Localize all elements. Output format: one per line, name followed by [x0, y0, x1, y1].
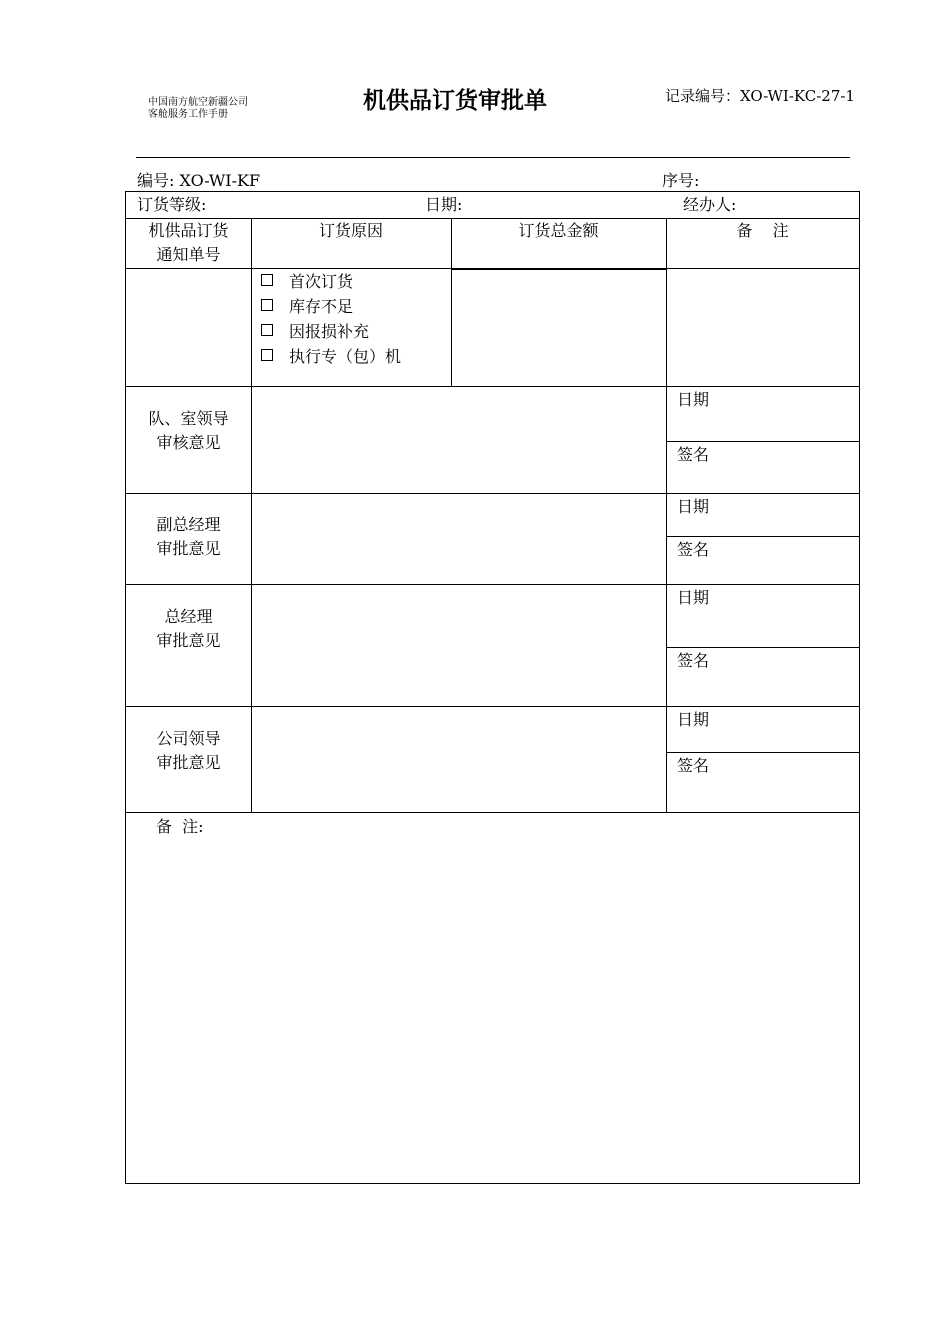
row-divider [126, 706, 859, 707]
approval-sign-label: 签名 [677, 756, 710, 775]
approval-date-label: 日期 [677, 390, 710, 409]
reason-option-label: 执行专（包）机 [289, 347, 402, 366]
col-divider [251, 218, 252, 812]
handler-label: 经办人: [683, 195, 737, 214]
reason-option[interactable] [261, 320, 369, 344]
reason-option-label: 首次订货 [289, 272, 354, 291]
checkbox[interactable] [261, 274, 273, 286]
approval-label-line-1: 总经理 [164, 607, 213, 626]
date-label: 日期: [425, 195, 463, 214]
checkbox[interactable] [261, 299, 273, 311]
approval-label-line-2: 审批意见 [156, 631, 221, 650]
approval-row-label [126, 407, 251, 455]
approval-row-label [126, 605, 251, 653]
notice-number-header-line-2: 通知单号 [156, 245, 221, 264]
header-divider [136, 157, 850, 158]
approval-date-label: 日期 [677, 710, 710, 729]
company-line-1: 中国南方航空新疆公司 [148, 97, 248, 108]
col-divider [666, 218, 667, 812]
serial-number: 编号: XO-WI-KF [137, 171, 261, 190]
approval-row-label [126, 513, 251, 561]
notice-number-header-line-1: 机供品订货 [148, 221, 229, 240]
row-divider [126, 584, 859, 585]
approval-sign-label: 签名 [677, 651, 710, 670]
reason-option-label: 因报损补充 [289, 322, 370, 341]
company-name [148, 97, 248, 121]
approval-form-table [125, 191, 860, 1184]
row-divider [126, 812, 859, 813]
row-divider [126, 493, 859, 494]
checkbox[interactable] [261, 324, 273, 336]
checkbox[interactable] [261, 349, 273, 361]
approval-label-line-1: 队、室领导 [148, 409, 229, 428]
sequence-number: 序号: [662, 171, 700, 190]
approval-sign-label: 签名 [677, 445, 710, 464]
order-level-label: 订货等级: [137, 195, 207, 214]
approval-label-line-2: 审核意见 [156, 433, 221, 452]
amount-box-top [452, 269, 667, 270]
approval-label-line-1: 副总经理 [156, 515, 221, 534]
approval-label-line-1: 公司领导 [156, 729, 221, 748]
sign-divider [667, 441, 859, 442]
col-divider [451, 218, 452, 386]
footer-remarks-label: 备 注: [156, 817, 204, 836]
row-divider [126, 386, 859, 387]
remarks-header: 备 注 [736, 221, 789, 240]
reason-option[interactable] [261, 345, 401, 369]
approval-label-line-2: 审批意见 [156, 753, 221, 772]
sign-divider [667, 752, 859, 753]
approval-date-label: 日期 [677, 588, 710, 607]
reason-option[interactable] [261, 270, 353, 294]
approval-date-label: 日期 [677, 497, 710, 516]
approval-row-label [126, 727, 251, 775]
sign-divider [667, 536, 859, 537]
approval-sign-label: 签名 [677, 540, 710, 559]
form-title: 机供品订货审批单 [363, 88, 547, 114]
approval-label-line-2: 审批意见 [156, 539, 221, 558]
company-line-2: 客舱服务工作手册 [148, 109, 228, 120]
sign-divider [667, 647, 859, 648]
notice-number-header [126, 219, 251, 267]
reason-header: 订货原因 [318, 221, 383, 240]
reason-option-label: 库存不足 [289, 297, 354, 316]
total-amount-header: 订货总金额 [518, 221, 599, 240]
record-number: 记录编号：XO-WI-KC-27-1 [665, 87, 855, 105]
reason-option[interactable] [261, 295, 353, 319]
